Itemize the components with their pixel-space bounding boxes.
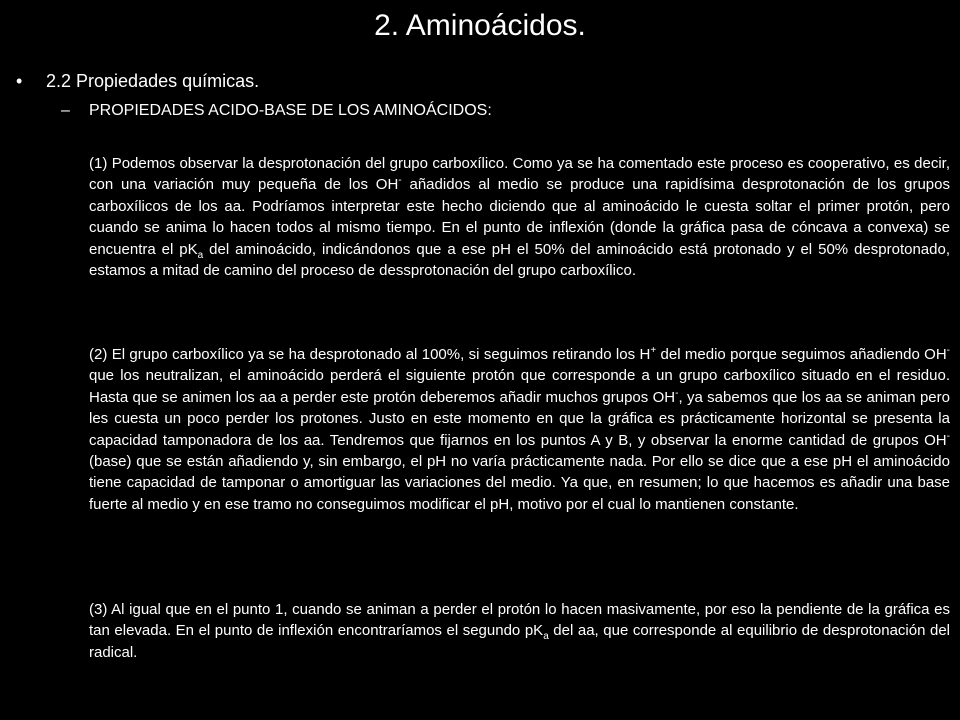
subbullet-text: PROPIEDADES ACIDO-BASE DE LOS AMINOÁCIDOS: — [89, 102, 492, 119]
paragraph-3 — [89, 599, 950, 663]
paragraph-1 — [89, 153, 950, 281]
subscript: a — [543, 631, 549, 643]
paragraph-text: añadidos al medio se produce una rapidísima desprotonación de los grupos carboxílicos de los aa. Podríamos interpretar este hecho diciendo que al aminoácido le cuesta soltar el primer protón, pero cuando se anima lo hacen todos al mismo tiempo. En el punto de inflexión (donde la gráfica pasa de cóncava a convexa) se encuentra el pK — [89, 176, 950, 258]
paragraph-text: del medio porque seguimos añadiendo OH — [656, 346, 947, 363]
superscript: - — [946, 430, 950, 442]
paragraph-text: que los neutralizan, el aminoácido perderá el siguiente protón que corresponde a un grupo carboxílico situado en el residuo. Hasta que se animen los aa a perder este protón deberemos añadir muchos grupos OH — [89, 367, 950, 406]
slide-title: 2. Aminoácidos. — [374, 9, 586, 42]
bullet-marker: • — [16, 71, 23, 91]
bullet-text: 2.2 Propiedades químicas. — [46, 71, 260, 91]
paragraph-text: (1) Podemos observar la desprotonación del grupo carboxílico. Como ya se ha comentado este proceso es cooperativo, es decir, con una variación muy pequeña de los OH — [89, 155, 950, 194]
paragraph-text: del aminoácido, indicándonos que a ese pH el 50% del aminoácido está protonado y el 50% desprotonado, estamos a mitad de camino del proceso de dessprotonación del grupo carboxílico. — [89, 240, 950, 280]
subscript: a — [197, 249, 204, 261]
paragraph-text: (base) que se están añadiendo y, sin embargo, el pH no varía prácticamente nada. Por ello se dice que a ese pH el aminoácido tiene capacidad de tamponar o amortiguar las variaciones del medio. Ya que, en resumen; lo que hacemos es añadir una base fuerte al medio y en ese tramo no conseguimos modificar el pH, motivo por el cual lo mantienen constante. — [89, 453, 950, 513]
superscript: - — [398, 175, 402, 187]
paragraph-text: , ya sabemos que los aa se animan pero les cuesta un poco perder los protones. Justo en este momento en que la gráfica es prácticamente horizontal se presenta la capacidad tamponadora de los aa. Tendremos que fijarnos en los puntos A y B, y observar la enorme cantidad de grupos OH — [89, 388, 950, 449]
paragraph-text: (3) Al igual que en el punto 1, cuando se animan a perder el protón lo hacen masivamente, por eso la pendiente de la gráfica es tan elevada. En el punto de inflexión encontraríamos el segundo pK — [89, 601, 950, 640]
subbullet-marker: – — [61, 102, 70, 119]
subbullet-item — [61, 101, 492, 121]
bullet-item — [16, 70, 259, 92]
superscript: - — [675, 387, 679, 399]
paragraph-text: del aa, que corresponde al equilibrio de desprotonación del radical. — [89, 622, 951, 661]
paragraph-2 — [89, 344, 950, 515]
superscript: - — [946, 345, 950, 356]
paragraph-text: (2) El grupo carboxílico ya se ha desprotonado al 100%, si seguimos retirando los H — [89, 346, 651, 363]
superscript: + — [650, 345, 657, 356]
